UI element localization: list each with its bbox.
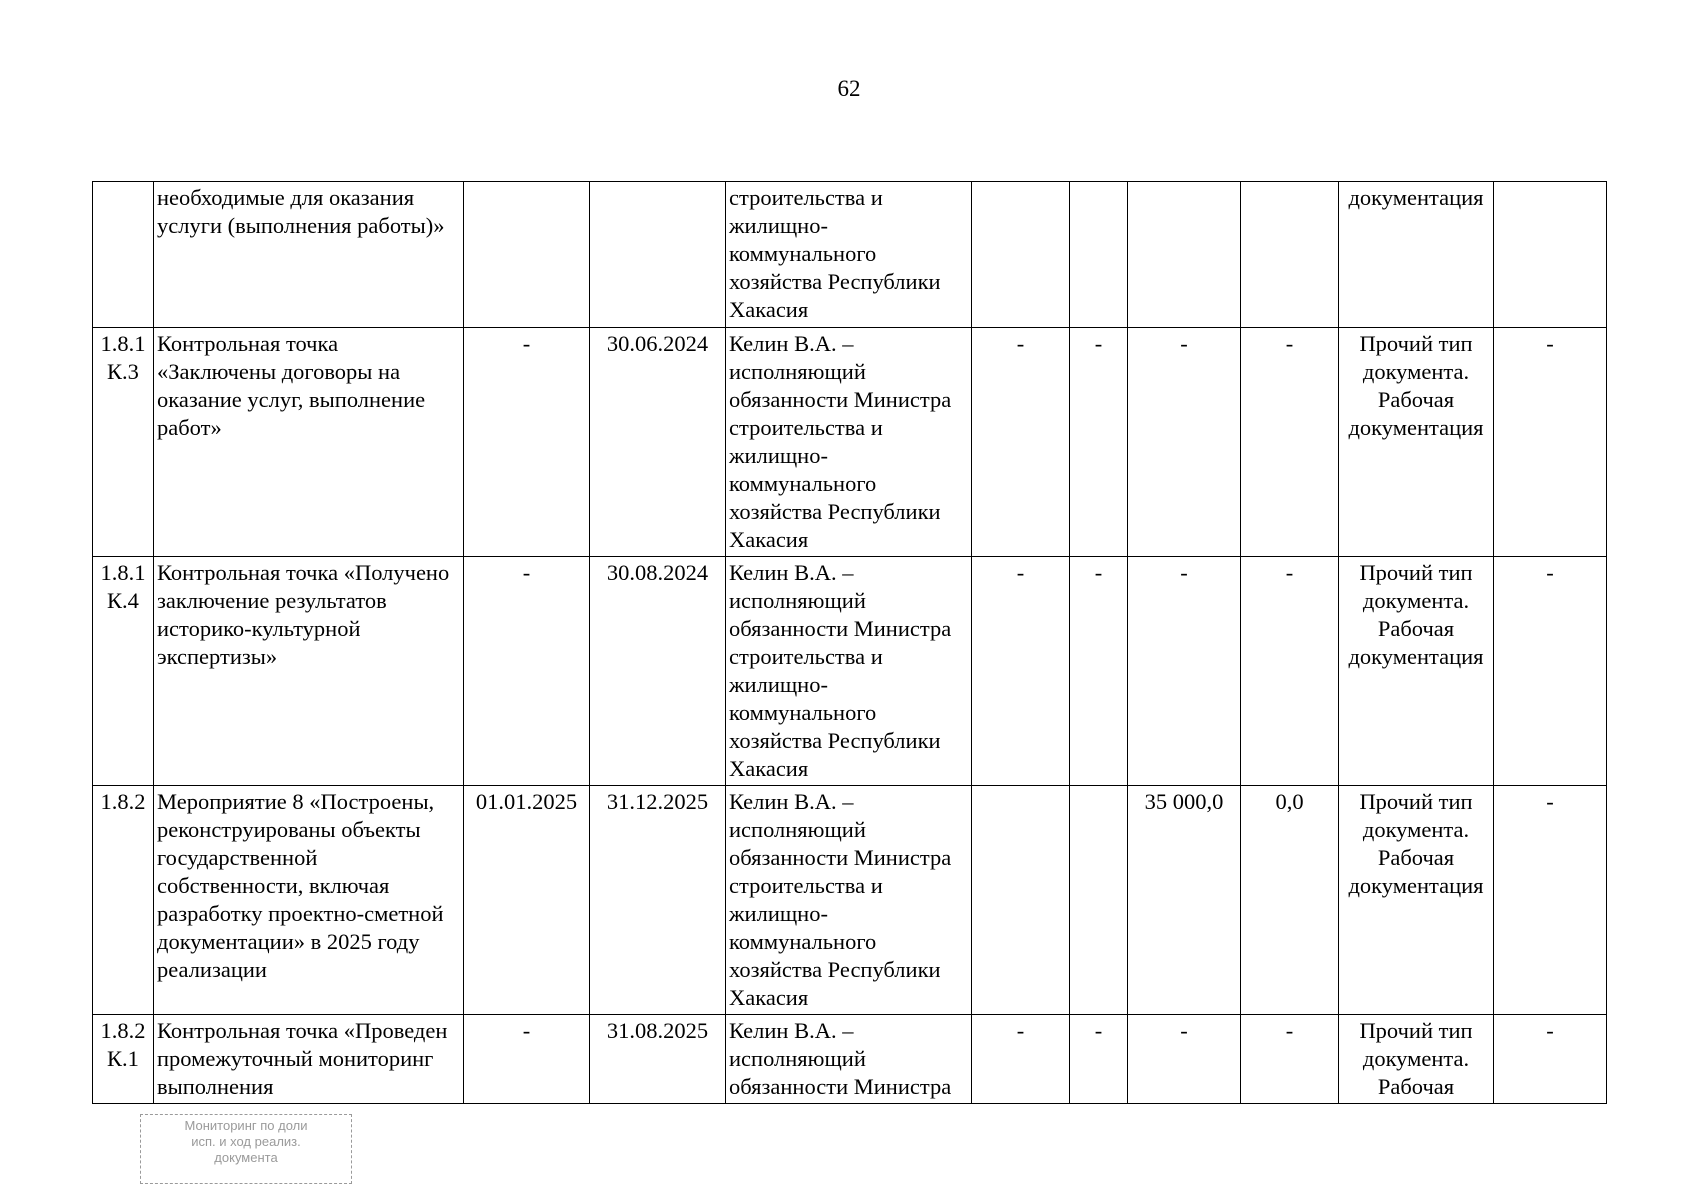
row-number: 1.8.1 К.3 <box>93 328 154 557</box>
row-end-date: 31.08.2025 <box>590 1015 726 1104</box>
row-value-3: - <box>1128 328 1241 557</box>
row-number: 1.8.2 К.1 <box>93 1015 154 1104</box>
row-value-2 <box>1070 182 1128 328</box>
row-end-date <box>590 182 726 328</box>
row-last: - <box>1494 557 1607 786</box>
row-document-type: Прочий тип документа. Рабочая документация <box>1339 557 1494 786</box>
row-value-1 <box>972 786 1070 1015</box>
row-document-type: документация <box>1339 182 1494 328</box>
row-value-3: - <box>1128 557 1241 786</box>
stamp-line: Мониторинг по доли <box>184 1118 308 1133</box>
row-document-type: Прочий тип документа. Рабочая документация <box>1339 786 1494 1015</box>
row-responsible: Келин В.А. – исполняющий обязанности Министра строительства и жилищно-коммунального хозяйства Республики Хакасия <box>726 328 972 557</box>
row-value-4: - <box>1241 1015 1339 1104</box>
row-responsible: Келин В.А. – исполняющий обязанности Министра <box>726 1015 972 1104</box>
row-number <box>93 182 154 328</box>
row-value-4: - <box>1241 557 1339 786</box>
row-name: Контрольная точка «Заключены договоры на оказание услуг, выполнение работ» <box>154 328 464 557</box>
stamp-line: исп. и ход реализ. <box>191 1134 301 1149</box>
row-responsible: Келин В.А. – исполняющий обязанности Министра строительства и жилищно-коммунального хозяйства Республики Хакасия <box>726 786 972 1015</box>
row-value-3: - <box>1128 1015 1241 1104</box>
row-last <box>1494 182 1607 328</box>
table-row <box>93 557 1607 786</box>
row-value-2: - <box>1070 328 1128 557</box>
row-start-date: - <box>464 1015 590 1104</box>
row-name: Контрольная точка «Проведен промежуточный мониторинг выполнения <box>154 1015 464 1104</box>
row-value-1: - <box>972 1015 1070 1104</box>
row-number: 1.8.1 К.4 <box>93 557 154 786</box>
row-last: - <box>1494 1015 1607 1104</box>
table-row <box>93 786 1607 1015</box>
row-start-date: 01.01.2025 <box>464 786 590 1015</box>
row-end-date: 30.06.2024 <box>590 328 726 557</box>
row-responsible: строительства и жилищно-коммунального хозяйства Республики Хакасия <box>726 182 972 328</box>
stamp-line: документа <box>214 1150 278 1165</box>
row-last: - <box>1494 786 1607 1015</box>
row-document-type: Прочий тип документа. Рабочая <box>1339 1015 1494 1104</box>
row-number: 1.8.2 <box>93 786 154 1015</box>
row-last: - <box>1494 328 1607 557</box>
row-document-type: Прочий тип документа. Рабочая документация <box>1339 328 1494 557</box>
row-value-4 <box>1241 182 1339 328</box>
row-start-date <box>464 182 590 328</box>
row-value-2: - <box>1070 1015 1128 1104</box>
plan-table <box>92 181 1607 1104</box>
table-row <box>93 328 1607 557</box>
row-value-4: - <box>1241 328 1339 557</box>
row-value-2 <box>1070 786 1128 1015</box>
row-value-1: - <box>972 328 1070 557</box>
row-value-4: 0,0 <box>1241 786 1339 1015</box>
row-start-date: - <box>464 557 590 786</box>
row-value-2: - <box>1070 557 1128 786</box>
row-responsible: Келин В.А. – исполняющий обязанности Министра строительства и жилищно-коммунального хозяйства Республики Хакасия <box>726 557 972 786</box>
page-number: 62 <box>837 76 861 101</box>
row-value-3: 35 000,0 <box>1128 786 1241 1015</box>
registration-stamp <box>140 1114 352 1184</box>
row-name: необходимые для оказания услуги (выполнения работы)» <box>154 182 464 328</box>
table-row <box>93 182 1607 328</box>
row-name: Мероприятие 8 «Построены, реконструированы объекты государственной собственности, включая разработку проектно-сметной документации» в 2025 году реализации <box>154 786 464 1015</box>
row-start-date: - <box>464 328 590 557</box>
row-value-1: - <box>972 557 1070 786</box>
row-end-date: 31.12.2025 <box>590 786 726 1015</box>
row-end-date: 30.08.2024 <box>590 557 726 786</box>
row-name: Контрольная точка «Получено заключение результатов историко-культурной экспертизы» <box>154 557 464 786</box>
table-row <box>93 1015 1607 1104</box>
row-value-3 <box>1128 182 1241 328</box>
row-value-1 <box>972 182 1070 328</box>
